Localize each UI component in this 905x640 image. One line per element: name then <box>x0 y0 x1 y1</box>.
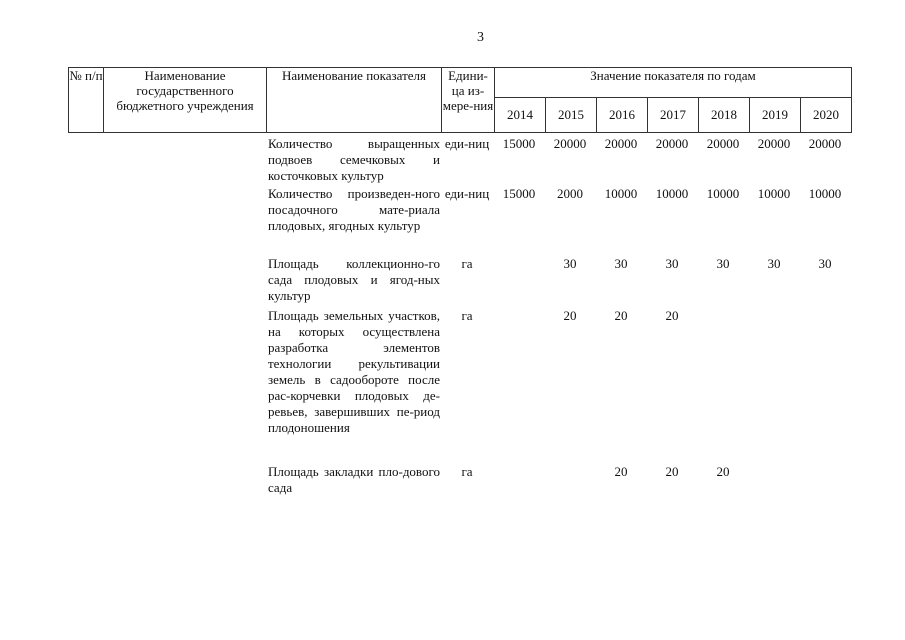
value-cell: 30 <box>563 256 577 271</box>
value-cell: 30 <box>818 256 832 271</box>
unit: еди-ниц <box>444 186 490 201</box>
indicator-name: Количество произведен-ного посадочного мате-риала плодовых, ягодных культур <box>268 186 440 233</box>
header-year: 2019 <box>750 97 801 132</box>
header-year: 2016 <box>597 97 648 132</box>
unit: еди-ниц <box>444 136 490 151</box>
value-cell: 30 <box>716 256 730 271</box>
indicator-name: Площадь земельных участков, на которых осуществлена разработка элементов технологии рекультивации земель в садообороте после рас-корчевки плодовых де-ревьев, завершивших пе-риод плодоношения <box>268 308 440 435</box>
value-cell: 20000 <box>706 136 740 151</box>
value-cell: 30 <box>767 256 781 271</box>
header-year: 2015 <box>546 97 597 132</box>
value-cell: 20 <box>563 308 577 323</box>
header-col-values: Значение показателя по годам <box>495 68 852 98</box>
value-cell: 20 <box>614 464 628 479</box>
header-year: 2020 <box>801 97 852 132</box>
value-cell: 10000 <box>706 186 740 201</box>
value-cell: 20000 <box>604 136 638 151</box>
indicator-name: Количество выращенных подвоев семечковых и косточковых культур <box>268 136 440 183</box>
header-col-institution: Наименование государственного бюджетного учреждения <box>104 68 267 133</box>
value-cell: 15000 <box>502 136 536 151</box>
unit: га <box>461 256 473 271</box>
value-cell: 20000 <box>757 136 791 151</box>
value-cell: 30 <box>614 256 628 271</box>
value-cell: 30 <box>665 256 679 271</box>
unit: га <box>461 464 473 479</box>
value-cell: 20000 <box>808 136 842 151</box>
indicator-name: Площадь коллекционно-го сада плодовых и ягод-ных культур <box>268 256 440 303</box>
value-cell: 10000 <box>604 186 638 201</box>
page-number: 3 <box>477 30 484 45</box>
value-cell: 10000 <box>655 186 689 201</box>
value-cell: 15000 <box>502 186 536 201</box>
header-col-unit: Едини-ца из-мере-ния <box>442 68 495 133</box>
table-header <box>68 67 852 133</box>
value-cell: 20000 <box>553 136 587 151</box>
value-cell: 20 <box>665 308 679 323</box>
header-year: 2018 <box>699 97 750 132</box>
unit: га <box>461 308 473 323</box>
value-cell: 10000 <box>808 186 842 201</box>
value-cell: 20 <box>665 464 679 479</box>
value-cell: 20000 <box>655 136 689 151</box>
header-year: 2017 <box>648 97 699 132</box>
header-year: 2014 <box>495 97 546 132</box>
value-cell: 2000 <box>557 186 583 201</box>
value-cell: 20 <box>716 464 730 479</box>
value-cell: 20 <box>614 308 628 323</box>
header-col-number: № п/п <box>69 68 104 133</box>
header-col-indicator: Наименование показателя <box>267 68 442 133</box>
value-cell: 10000 <box>757 186 791 201</box>
indicator-name: Площадь закладки пло-дового сада <box>268 464 440 495</box>
